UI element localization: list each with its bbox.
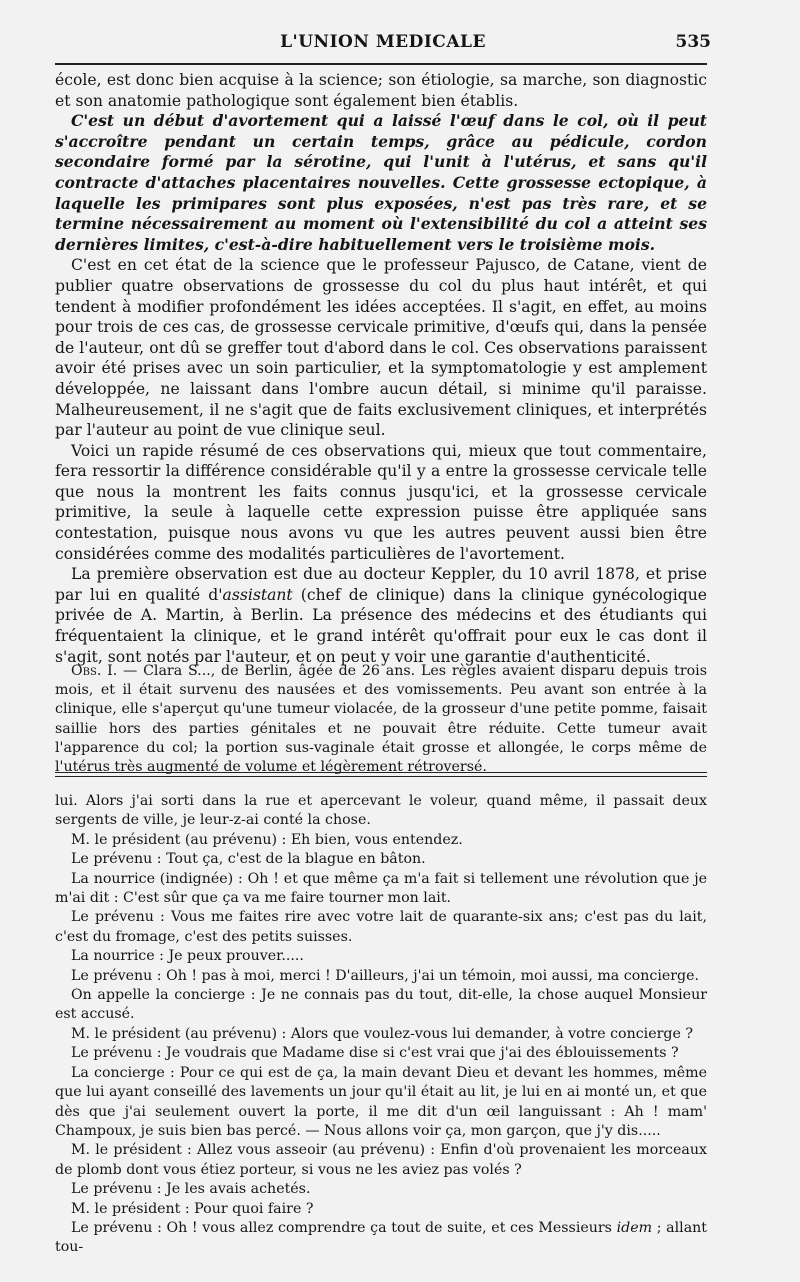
main-article [55,70,707,667]
dialogue-line: Le prévenu : Tout ça, c'est de la blague en bâton. [71,851,426,868]
observation-block [55,662,707,777]
text-run: (chef de clinique) dans la clinique gynécologique privée de A. Martin, à Berlin. La présence des médecins et des étudiants qui fréquentaient la clinique, et le grand intérêt qu'offrait pour eux le cas dont il s'agit, sont notés par l'auteur, et on peut y voir une garantie d'authenticité. [55,585,707,666]
page-number: 535 [675,32,711,52]
dialogue-line: Le prévenu : Je les avais achetés. [71,1181,311,1198]
observation-label: Obs. I. [71,663,118,679]
dialogue-line: On appelle la concierge : Je ne connais pas du tout, dit-elle, la chose auquel Monsieur est accusé. [55,987,707,1023]
dialogue-line: La nourrice : Je peux prouver..... [71,948,304,965]
dialogue-line: M. le président (au prévenu) : Alors que voulez-vous lui demander, à votre concierge ? [71,1025,693,1042]
emphasis: idem [616,1219,653,1236]
dialogue-line: Le prévenu : Oh ! pas à moi, merci ! D'ailleurs, j'ai un témoin, moi aussi, ma concierge. [71,967,700,984]
dialogue-line: La nourrice (indignée) : Oh ! et que même ça m'a fait si tellement une révolution que je m'ai dit : C'est sûr que ça va me faire tourner mon lait. [55,870,707,907]
dialogue-line: M. le président : Allez vous asseoir (au prévenu) : Enfin d'où provenaient les morceaux de plomb dont vous étiez porteur, si vous ne les aviez pas volés ? [55,1142,707,1178]
observation-paragraph [55,662,707,777]
paragraph: école, est donc bien acquise à la science; son étiologie, sa marche, son diagnostic et son anatomie pathologique sont également bien établis. [55,71,707,110]
dialogue-line: M. le président : Pour quoi faire ? [71,1200,314,1217]
paragraph-italic: C'est un début d'avortement qui a laissé l'œuf dans le col, où il peut s'accroître pendant un certain temps, grâce au pédicule, cordon secondaire formé par la sérotine, qui l'unit à l'utérus, et sans qu'il contracte d'attaches placentaires nouvelles. Cette grossesse ectopique, à laquelle les primipares sont plus exposées, n'est pas très rare, et se termine nécessairement au moment où l'extensibilité du col a atteint ses dernières limites, c'est-à-dire habituellement vers le troisième mois. [55,111,707,254]
running-header [55,28,711,58]
text-run: Le prévenu : Oh ! vous allez comprendre ça tout de suite, et ces Messieurs [71,1219,617,1236]
feuilleton [55,792,707,1258]
paragraph: C'est en cet état de la science que le professeur Pajusco, de Catane, vient de publier quatre observations de grossesse du col du plus haut intérêt, et qui tendent à modifier profondément les idées acceptées. Il s'agit, en effet, au moins pour trois de ces cas, de grossesse cervicale primitive, d'œufs qui, dans la pensée de l'auteur, ont dû se greffer tout d'abord dans le col. Ces observations paraissent avoir été prises avec un soin particulier, et la symptomatologie y est amplement développée, ne laissant dans l'ombre aucun détail, si minime qu'il paraisse. Malheureusement, il ne s'agit que de faits exclusivement cliniques, et interprétés par l'auteur au point de vue clinique seul. [55,256,707,440]
feuilleton-rule-bottom [55,776,707,777]
paragraph: Voici un rapide résumé de ces observations qui, mieux que tout commentaire, fera ressortir la différence considérable qu'il y a entre la grossesse cervicale telle que nous la montrent les faits connus jusqu'ici, et la grossesse cervicale primitive, la seule à laquelle cette expression puisse être appliquée sans contestation, puisque nous avons vu que les autres peuvent aussi bien être considérées comme des modalités particulières de l'avortement. [55,441,707,563]
emphasis: assistant [222,585,293,604]
dialogue-line [55,1219,707,1258]
dialogue-line: Le prévenu : Je voudrais que Madame dise si c'est vrai que j'ai des éblouissements ? [71,1045,679,1062]
dialogue-line: lui. Alors j'ai sorti dans la rue et apercevant le voleur, quand même, il passait deux sergents de ville, je leur-z-ai conté la chose. [55,793,707,829]
paragraph [55,564,707,667]
feuilleton-rule-top [55,772,707,773]
journal-title: L'UNION MEDICALE [280,32,486,52]
text-run: ; allant tou- [55,1219,707,1256]
header-rule [55,63,707,65]
dialogue-line: Le prévenu : Vous me faites rire avec votre lait de quarante-six ans; c'est pas du lait, c'est du fromage, c'est des petits suisses. [55,909,707,945]
text-run: La première observation est due au docteur Keppler, du 10 avril 1878, et prise par lui en qualité d' [55,565,707,604]
observation-text: — Clara S..., de Berlin, âgée de 26 ans. Les règles avaient disparu depuis trois mois, et il était survenu des nausées et des vomissements. Peu avant son entrée à la clinique, elle s'aperçut qu'une tumeur violacée, de la grosseur d'une petite pomme, faisait saillie hors des parties génitales et ne pouvait être réduite. Cette tumeur avait l'apparence du col; la portion sus-vaginale était grosse et allongée, le corps même de l'utérus très augmenté de volume et légèrement rétroversé. [55,663,707,776]
dialogue-line: La concierge : Pour ce qui est de ça, la main devant Dieu et devant les hommes, même que lui ayant conseillé des lavements un jour qu'il était au lit, je lui en ai monté un, et que dès que j'ai seulement ouvert la porte, il me dit d'un œil languissant : Ah ! mam' Champoux, je suis bien bas percé. — Nous allons voir ça, mon garçon, que j'y dis..... [55,1064,707,1139]
dialogue-line: M. le président (au prévenu) : Eh bien, vous entendez. [71,831,463,848]
